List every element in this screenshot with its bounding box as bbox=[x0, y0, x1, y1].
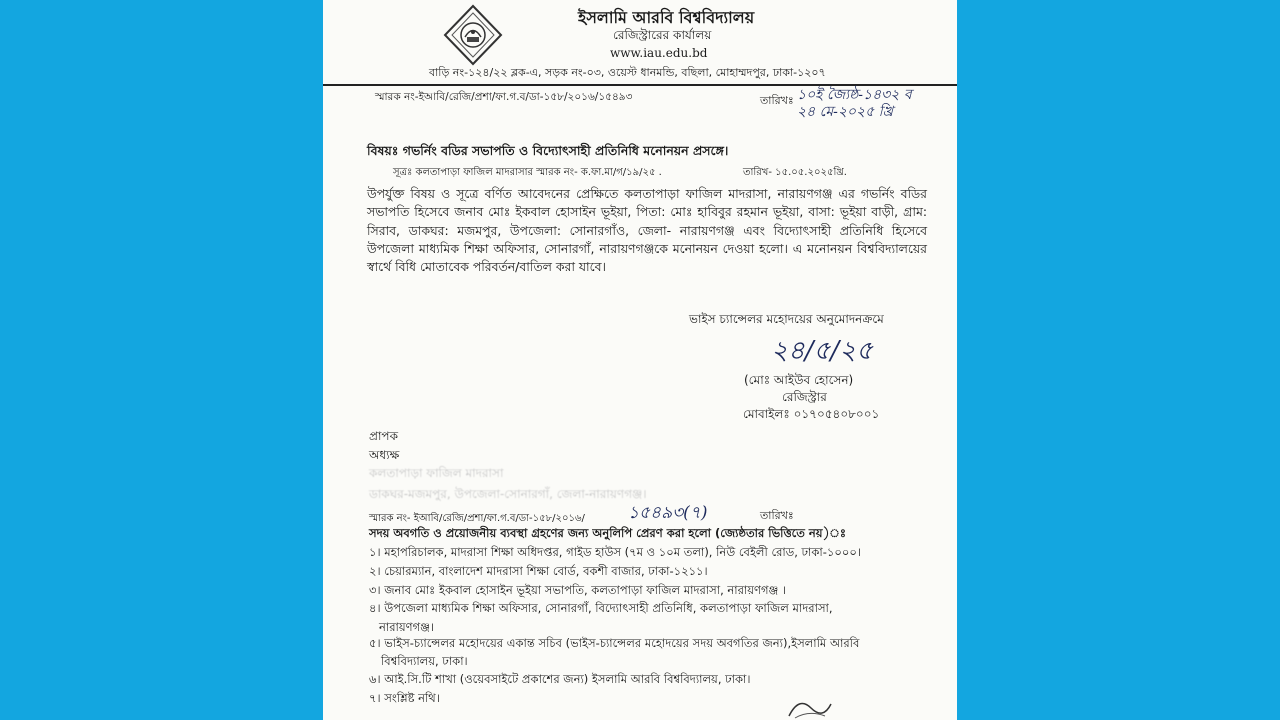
signatory-designation: রেজিস্ট্রার bbox=[782, 390, 827, 404]
copy-item-3: ৩। জনাব মোঃ ইকবাল হোসাইন ভূইয়া সভাপতি, কলতাপাড়া ফাজিল মাদরাসা, নারায়ণগঞ্জ । bbox=[369, 583, 787, 597]
handwritten-signature: ২৪/৫/২৫ bbox=[771, 336, 873, 366]
signatory-mobile: মোবাইলঃ ০১৭০৫৪০৮০০১ bbox=[743, 407, 880, 421]
recipient-title: অধ্যক্ষ bbox=[369, 448, 400, 462]
copy-ref-handwritten: ১৫৪৯৩(৭) bbox=[628, 503, 708, 523]
copy-item-2: ২। চেয়ারম্যান, বাংলাদেশ মাদরাসা শিক্ষা বোর্ড, বকশী বাজার, ঢাকা-১২১১। bbox=[369, 564, 708, 578]
copy-date-label: তারিখঃ bbox=[760, 509, 794, 522]
memo-date-gregorian: ২৪ মে-২০২৫ খ্রি bbox=[797, 104, 894, 120]
subject-line: বিষয়ঃ গভর্নিং বডির সভাপতি ও বিদ্যোৎসাহী প্রতিনিধি মনোনয়ন প্রসঙ্গে। bbox=[367, 143, 729, 158]
memo-date-label: তারিখঃ bbox=[760, 94, 794, 107]
document-page bbox=[323, 0, 957, 720]
recipient-line2: ডাকঘর-মজমপুর, উপজেলা-সোনারগাঁ, জেলা-নারায়ণগঞ্জ। bbox=[369, 487, 647, 501]
letterhead-address: বাড়ি নং-১২৪/২২ ব্লক-এ, সড়ক নং-০৩, ওয়েস্ট ধানমন্ডি, বছিলা, মোহাম্মদপুর, ঢাকা-১২০৭ bbox=[429, 66, 826, 79]
website: www.iau.edu.bd bbox=[610, 46, 708, 60]
copy-item-4-cont: নারায়ণগঞ্জ। bbox=[379, 620, 435, 634]
stamp-signature-mark bbox=[785, 694, 835, 720]
university-logo bbox=[441, 4, 505, 66]
source-ref: সূত্রঃ কলতাপাড়া ফাজিল মাদরাসার স্মারক নং- ক.ফা.মা/গ/১৯/২৫ . bbox=[393, 167, 662, 178]
copy-intro: সদয় অবগতি ও প্রয়োজনীয় ব্যবস্থা গ্রহণের জন্য অনুলিপি প্রেরণ করা হলো (জ্যেষ্ঠতার ভিত্তিতে নয়)ঃ bbox=[369, 526, 847, 540]
signatory-name: (মোঃ আইউব হোসেন) bbox=[744, 373, 854, 387]
approval-line: ভাইস চ্যান্সেলর মহোদয়ের অনুমোদনক্রমে bbox=[689, 312, 884, 326]
copy-item-5-cont: বিশ্ববিদ্যালয়, ঢাকা। bbox=[381, 654, 468, 668]
university-name: ইসলামি আরবি বিশ্ববিদ্যালয় bbox=[578, 8, 755, 27]
memo-date-bangla: ১০ই জ্যৈষ্ঠ-১৪৩২ ব bbox=[797, 87, 912, 103]
recipient-label: প্রাপক bbox=[369, 429, 398, 443]
office-name: রেজিস্ট্রারের কার্যালয় bbox=[613, 28, 712, 42]
copy-item-5: ৫। ভাইস-চ্যান্সেলর মহোদয়ের একান্ত সচিব (ভাইস-চ্যান্সেলর মহোদয়ের সদয় অবগতির জন্য),ইসলামি আরবি bbox=[369, 636, 860, 650]
copy-item-7: ৭। সংশ্লিষ্ট নথি। bbox=[369, 691, 440, 705]
copy-item-6: ৬। আই.সি.টি শাখা (ওয়েবসাইটে প্রকাশের জন্য) ইসলামি আরবি বিশ্ববিদ্যালয়, ঢাকা। bbox=[369, 672, 751, 686]
memo-ref-number: স্মারক নং-ইআবি/রেজি/প্রশা/ফা.গ.ব/ডা-১৫৮/২০১৬/১৫৪৯৩ bbox=[375, 91, 633, 103]
recipient-line1: কলতাপাড়া ফাজিল মাদরাসা bbox=[369, 466, 504, 480]
copy-item-4: ৪। উপজেলা মাধ্যমিক শিক্ষা অফিসার, সোনারগাঁ, বিদ্যোৎসাহী প্রতিনিধি, কলতাপাড়া ফাজিল মাদরাসা, bbox=[369, 601, 833, 615]
source-date: তারিখ- ১৫.০৫.২০২৫খ্রি. bbox=[743, 167, 847, 178]
copy-item-1: ১। মহাপরিচালক, মাদরাসা শিক্ষা অধিদপ্তর, গাইড হাউস (৭ম ও ১০ম তলা), নিউ বেইলী রোড, ঢাকা-১০০০। bbox=[369, 545, 861, 559]
copy-ref-number: স্মারক নং- ইআবি/রেজি/প্রশা/ফা.গ.ব/ডা-১৫৮/২০১৬/ bbox=[369, 513, 585, 524]
body-paragraph: উপর্যুক্ত বিষয় ও সূত্রে বর্ণিত আবেদনের প্রেক্ষিতে কলতাপাড়া ফাজিল মাদরাসা, নারায়ণগঞ্জ এর গভর্নিং বডির সভাপতি হিসেবে জনাব মোঃ ইকবাল হোসাইন ভূইয়া, পিতা: মোঃ হাবিবুর রহমান ভূইয়া, বাসা: ভূইয়া বাড়ী, গ্রাম: সিরাব, ডাকঘর: মজমপুর, উপজেলা: সোনারগাঁও, জেলা- নারায়ণগঞ্জ এবং বিদ্যোৎসাহী প্রতিনিধি হিসেবে উপজেলা মাধ্যমিক শিক্ষা অফিসার, সোনারগাঁ, নারায়ণগঞ্জকে মনোনয়ন দেওয়া হলো। এ মনোনয়ন বিশ্ববিদ্যালয়ের স্বার্থে বিধি মোতাবেক পরিবর্তন/বাতিল করা যাবে। bbox=[367, 186, 927, 275]
